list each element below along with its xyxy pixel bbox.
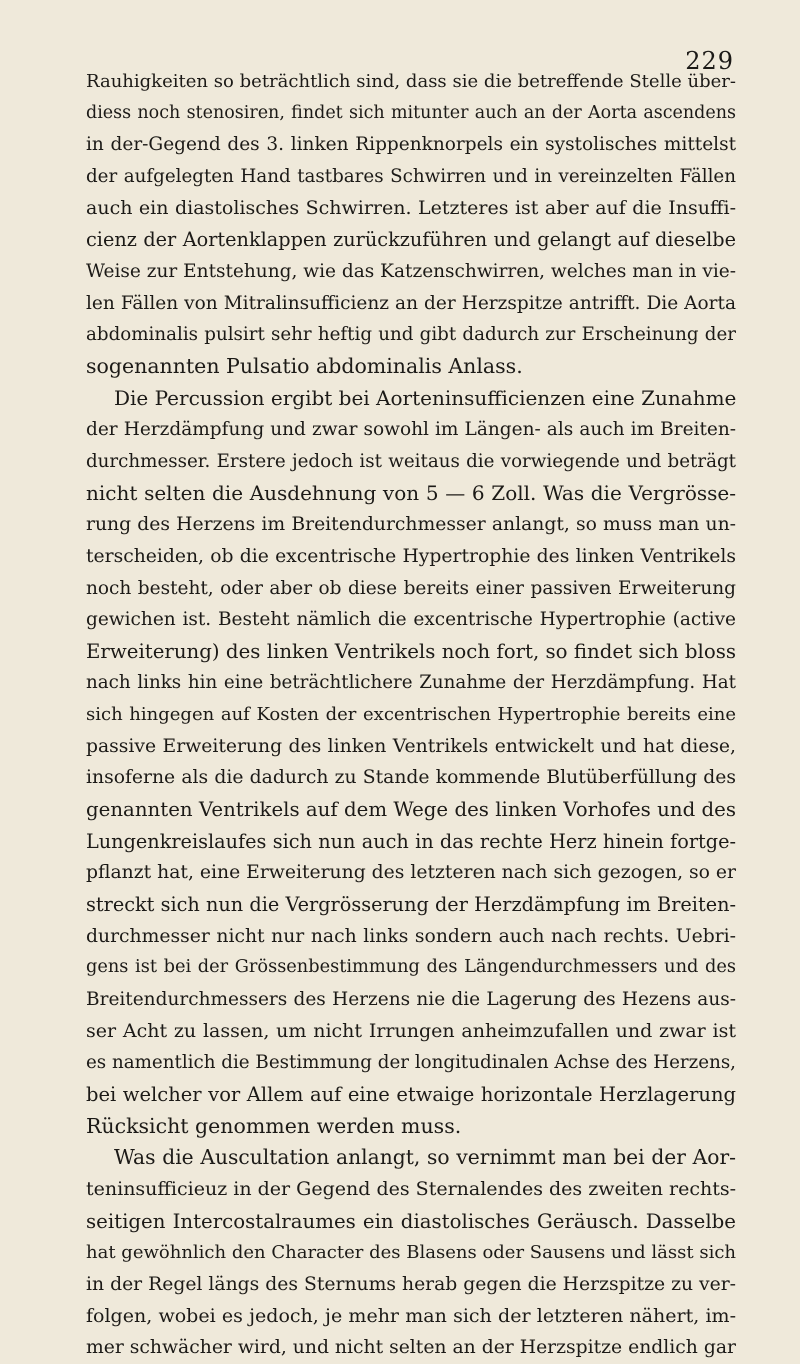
text-line: bei welcher vor Allem auf eine etwaige horizontale Herzlagerung bbox=[86, 1083, 736, 1106]
text-line: Erweiterung) des linken Ventrikels noch fort, so findet sich bloss bbox=[86, 639, 736, 663]
text-line: Rauhigkeiten so beträchtlich sind, dass sie die betreffende Stelle über- bbox=[86, 71, 736, 92]
text-line: pflanzt hat, eine Erweiterung des letzteren nach sich gezogen, so er bbox=[86, 862, 736, 884]
text-line: abdominalis pulsirt sehr heftig und gibt dadurch zur Erscheinung der bbox=[86, 324, 736, 346]
text-line: Rücksicht genommen werden muss. bbox=[86, 1113, 462, 1138]
text-line: terscheiden, ob die excentrische Hypertrophie des linken Ventrikels bbox=[86, 545, 736, 567]
text-line: ser Acht zu lassen, um nicht Irrungen anheimzufallen und zwar ist bbox=[86, 1019, 736, 1042]
text-line: insoferne als die dadurch zu Stande kommende Blutüberfüllung des bbox=[86, 767, 736, 789]
text-line: nach links hin eine beträchtlichere Zunahme der Herzdämpfung. Hat bbox=[86, 672, 736, 694]
text-line: noch besteht, oder aber ob diese bereits einer passiven Erweiterung bbox=[86, 577, 736, 599]
text-line: mer schwächer wird, und nicht selten an der Herzspitze endlich gar bbox=[86, 1337, 736, 1359]
text-line: sogenannten Pulsatio abdominalis Anlass. bbox=[86, 353, 523, 378]
text-line: nicht selten die Ausdehnung von 5 — 6 Zoll. Was die Vergrösse- bbox=[86, 480, 736, 505]
text-line: der aufgelegten Hand tastbares Schwirren und in vereinzelten Fällen bbox=[86, 165, 736, 187]
text-line: rung des Herzens im Breitendurchmesser anlangt, so muss man un- bbox=[86, 514, 736, 536]
text-line: in der Regel längs des Sternums herab gegen die Herzspitze zu ver- bbox=[86, 1273, 736, 1295]
text-line: Lungenkreislaufes sich nun auch in das rechte Herz hinein fortge- bbox=[86, 829, 736, 853]
text-line: Die Percussion ergibt bei Aorteninsufficienzen eine Zunahme bbox=[114, 385, 737, 410]
text-line: hat gewöhnlich den Character des Blasens oder Sausens und lässt sich bbox=[86, 1242, 736, 1264]
text-line: cienz der Aortenklappen zurückzuführen und gelangt auf dieselbe bbox=[86, 228, 736, 252]
text-line: durchmesser nicht nur nach links sondern auch nach rechts. Uebri- bbox=[86, 925, 736, 947]
body-text bbox=[86, 66, 736, 1364]
text-line: auch ein diastolisches Schwirren. Letzteres ist aber auf die Insuffi- bbox=[86, 196, 736, 219]
text-line: genannten Ventrikels auf dem Wege des linken Vorhofes und des bbox=[86, 798, 736, 822]
text-line: passive Erweiterung des linken Ventrikels entwickelt und hat diese, bbox=[86, 735, 736, 757]
text-line: Weise zur Entstehung, wie das Katzenschwirren, welches man in vie- bbox=[86, 260, 736, 282]
text-line: len Fällen von Mitralinsufficienz an der Herzspitze antrifft. Die Aorta bbox=[86, 292, 736, 314]
page-number: 229 bbox=[685, 47, 734, 75]
text-line: diess noch stenosiren, findet sich mitunter auch an der Aorta ascendens bbox=[86, 102, 736, 123]
text-line: Was die Auscultation anlangt, so vernimmt man bei der Aor- bbox=[114, 1145, 736, 1170]
text-line: durchmesser. Erstere jedoch ist weitaus die vorwiegende und beträgt bbox=[86, 450, 736, 472]
text-line: teninsufficieuz in der Gegend des Sternalendes des zweiten rechts- bbox=[86, 1177, 736, 1200]
text-line: es namentlich die Bestimmung der longitudinalen Achse des Herzens, bbox=[86, 1052, 736, 1074]
text-line: streckt sich nun die Vergrösserung der Herzdämpfung im Breiten- bbox=[86, 893, 736, 917]
text-line: folgen, wobei es jedoch, je mehr man sich der letzteren nähert, im- bbox=[86, 1304, 736, 1327]
text-line: in der-Gegend des 3. linken Rippenknorpels ein systolisches mittelst bbox=[86, 134, 736, 156]
text-line: seitigen Intercostalraumes ein diastolisches Geräusch. Dasselbe bbox=[86, 1209, 736, 1233]
text-line: gewichen ist. Besteht nämlich die excentrische Hypertrophie (active bbox=[86, 609, 736, 631]
text-line: der Herzdämpfung und zwar sowohl im Längen- als auch im Breiten- bbox=[86, 419, 736, 441]
text-line: gens ist bei der Grössenbestimmung des Längendurchmessers und des bbox=[86, 957, 736, 978]
text-line: sich hingegen auf Kosten der excentrischen Hypertrophie bereits eine bbox=[86, 704, 736, 726]
text-line: Breitendurchmessers des Herzens nie die Lagerung des Hezens aus- bbox=[86, 989, 736, 1011]
